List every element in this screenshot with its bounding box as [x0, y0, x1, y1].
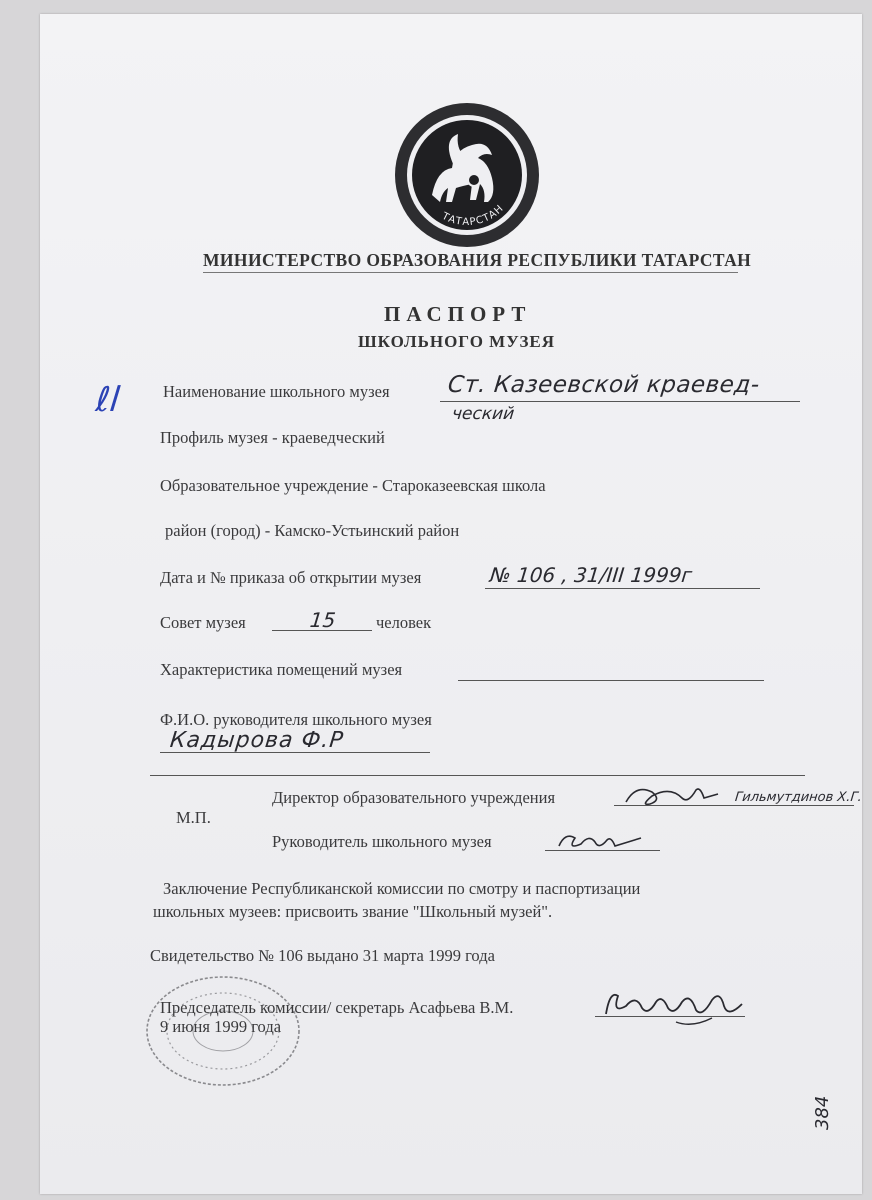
- document-subtitle: ШКОЛЬНОГО МУЗЕЯ: [358, 332, 556, 351]
- director-name: Гильмутдинов Х.Г.: [734, 790, 863, 805]
- director-signature: [622, 782, 722, 812]
- district: район (город) - Камско-Устьинский район: [165, 521, 460, 540]
- document-title: ПАСПОРТ: [384, 302, 532, 326]
- museum-name-label: Наименование школьного музея: [163, 382, 390, 401]
- emblem-ring-text: ТАТАРСТАН: [439, 202, 507, 229]
- museum-name-underline: [440, 401, 800, 402]
- premises-label: Характеристика помещений музея: [160, 660, 403, 679]
- head-signature: [555, 828, 645, 858]
- order-value: № 106 , 31/III 1999г: [488, 563, 694, 587]
- conclusion-line2: школьных музеев: присвоить звание "Школьный музей".: [153, 902, 553, 921]
- educational-institution: Образовательное учреждение - Староказеевская школа: [160, 476, 546, 495]
- ministry-underline: [203, 272, 738, 273]
- chair-date: 9 июня 1999 года: [160, 1017, 282, 1036]
- commission-chair: Председатель комиссии/ секретарь Асафьева В.М.: [160, 998, 514, 1017]
- section-divider: [150, 775, 805, 776]
- side-page-number: 384: [812, 1095, 833, 1130]
- order-underline: [485, 588, 760, 589]
- council-label: Совет музея: [160, 613, 246, 632]
- museum-name-value-line1: Ст. Казеевской краевед-: [446, 372, 761, 398]
- premises-underline: [458, 680, 764, 681]
- council-value: 15: [308, 608, 337, 632]
- museum-head-underline: [160, 752, 430, 753]
- chair-signature: [602, 984, 750, 1028]
- conclusion-line1: Заключение Республиканской комиссии по смотру и паспортизации: [163, 879, 641, 898]
- head-signature-label: Руководитель школьного музея: [272, 832, 492, 851]
- tatarstan-coat-of-arms-icon: [392, 100, 542, 250]
- museum-name-value-line2: ческий: [450, 404, 516, 424]
- council-underline: [272, 630, 372, 631]
- seal-place-mark: М.П.: [176, 808, 211, 827]
- museum-head-value: Кадырова Ф.Р: [168, 728, 346, 753]
- margin-pen-mark: ℓl: [93, 380, 122, 420]
- order-label: Дата и № приказа об открытии музея: [160, 568, 422, 587]
- ministry-heading: МИНИСТЕРСТВО ОБРАЗОВАНИЯ РЕСПУБЛИКИ ТАТАРСТАН: [203, 250, 752, 270]
- director-label: Директор образовательного учреждения: [272, 788, 556, 807]
- certificate-line: Свидетельство № 106 выдано 31 марта 1999 года: [150, 946, 495, 965]
- museum-profile: Профиль музея - краеведческий: [160, 428, 385, 447]
- council-unit: человек: [376, 613, 432, 632]
- museum-head-label: Ф.И.О. руководителя школьного музея: [160, 710, 432, 729]
